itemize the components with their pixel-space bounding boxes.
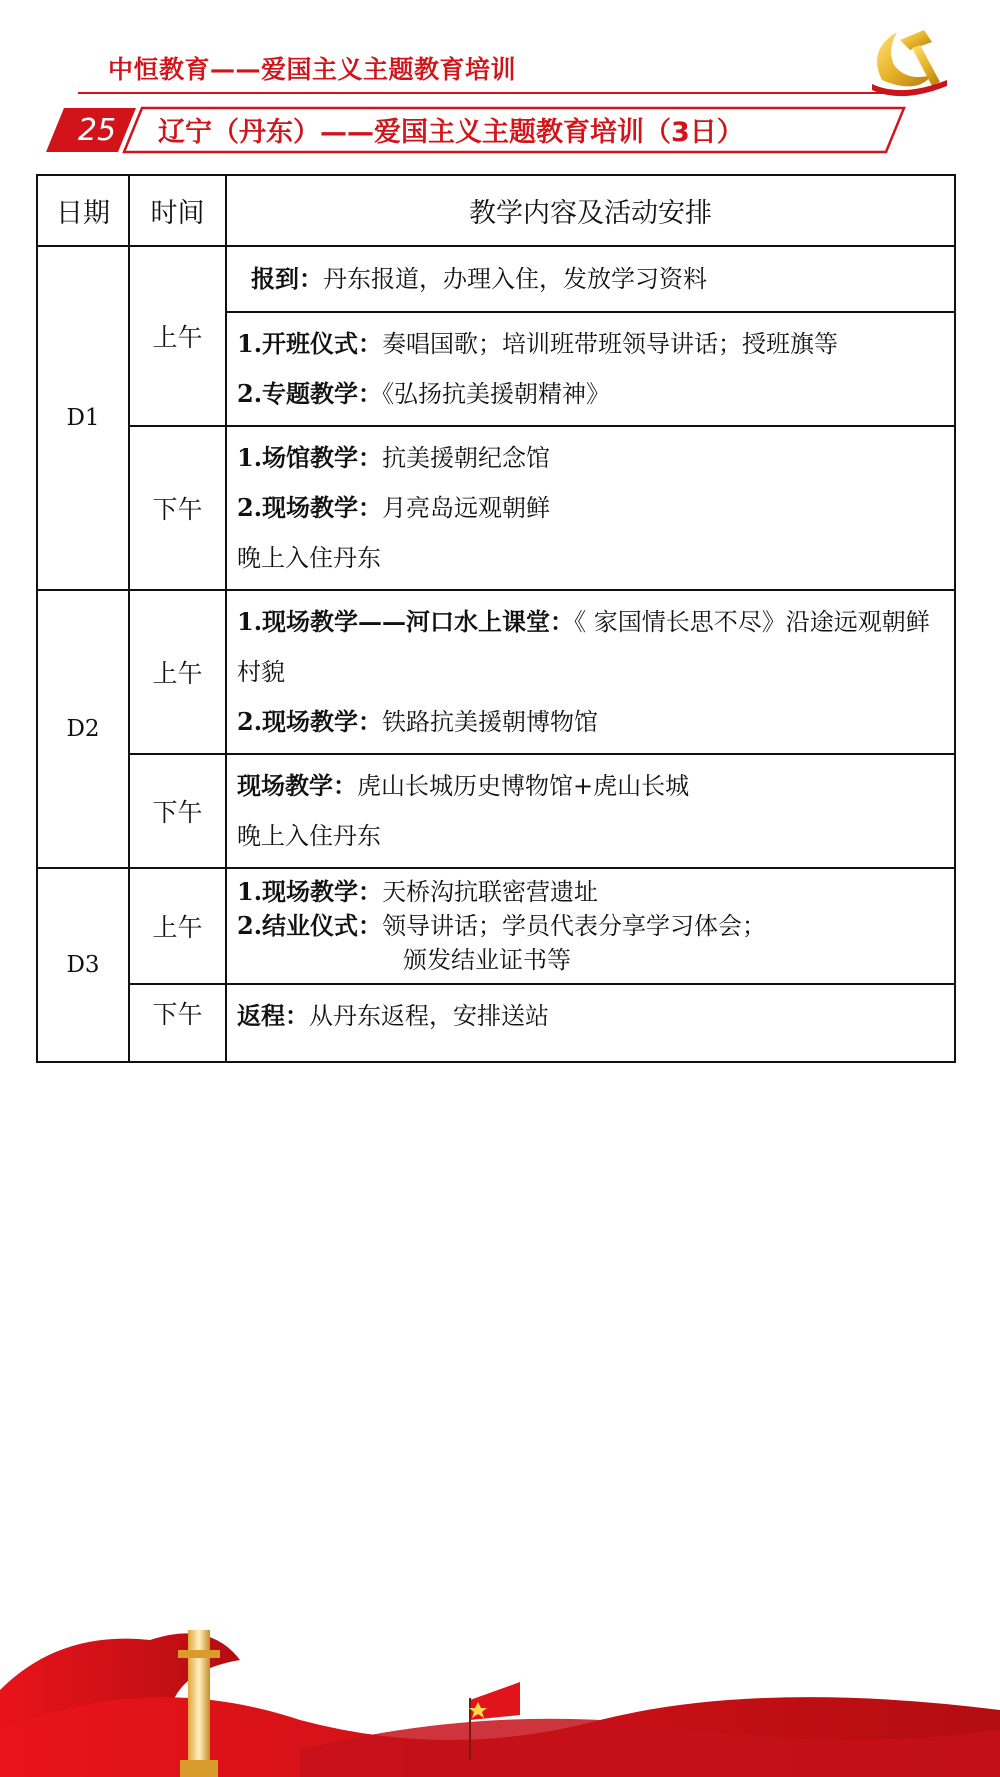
time-cell-d1-am: 上午 — [129, 246, 226, 426]
content-value: 颁发结业证书等 — [403, 946, 571, 974]
day-cell-d1: D1 — [37, 246, 129, 590]
content-d2-am — [226, 590, 955, 754]
content-value: 铁路抗美援朝博物馆 — [382, 708, 599, 736]
table-row — [37, 426, 955, 590]
time-cell-d3-pm: 下午 — [129, 984, 226, 1062]
content-key: 2.结业仪式： — [237, 911, 383, 940]
content-value: 抗美援朝纪念馆 — [382, 444, 551, 472]
content-value: 《 家国情长思不尽》沿途远观朝鲜村貌 — [237, 608, 930, 686]
table-row — [37, 868, 955, 984]
brand-title: 中恒教育——爱国主义主题教育培训 — [108, 55, 517, 84]
red-flag-ribbon-decoration — [0, 1610, 1000, 1777]
time-cell-d3-am: 上午 — [129, 868, 226, 984]
content-key: 返程： — [237, 1001, 309, 1030]
content-d3-pm — [226, 984, 955, 1062]
day-cell-d2: D2 — [37, 590, 129, 868]
content-value: 奏唱国歌；培训班带班领导讲话；授班旗等 — [382, 330, 839, 358]
table-header-row — [37, 175, 955, 246]
header-time: 时间 — [129, 175, 226, 246]
content-key: 1.开班仪式： — [237, 329, 383, 358]
content-key: 1.现场教学： — [237, 877, 383, 906]
table-row — [37, 590, 955, 754]
content-key: 1.场馆教学： — [237, 443, 383, 472]
content-value: 天桥沟抗联密营遗址 — [382, 878, 599, 906]
time-cell-d2-pm: 下午 — [129, 754, 226, 868]
content-key: 2.现场教学： — [237, 493, 383, 522]
table-row — [37, 754, 955, 868]
content-key: 2.现场教学： — [237, 707, 383, 736]
content-value: 虎山长城历史博物馆+虎山长城 — [357, 772, 690, 800]
section-title: 辽宁（丹东）——爱国主义主题教育培训（3日） — [158, 117, 744, 148]
content-d3-am — [226, 868, 955, 984]
content-d1-pm — [226, 426, 955, 590]
content-value: 从丹东返程，安排送站 — [309, 1002, 549, 1030]
content-value: 月亮岛远观朝鲜 — [382, 494, 551, 522]
section-number-badge: 25 — [77, 113, 117, 148]
content-value: 晚上入住丹东 — [237, 822, 381, 850]
content-key: 1.现场教学——河口水上课堂： — [237, 607, 575, 636]
content-value: 《弘扬抗美援朝精神》 — [382, 380, 611, 408]
header-day: 日期 — [37, 175, 129, 246]
schedule-table — [36, 174, 956, 1063]
time-cell-d1-pm: 下午 — [129, 426, 226, 590]
content-value: 丹东报道，办理入住，发放学习资料 — [323, 265, 707, 293]
content-d1-report — [226, 246, 955, 312]
header-content: 教学内容及活动安排 — [226, 175, 955, 246]
content-d1-am — [226, 312, 955, 426]
content-key: 报到： — [251, 264, 323, 293]
content-value: 晚上入住丹东 — [237, 544, 381, 572]
header-divider — [78, 92, 886, 94]
content-key: 现场教学： — [237, 771, 357, 800]
table-row — [37, 246, 955, 312]
day-cell-d3: D3 — [37, 868, 129, 1062]
content-value: 领导讲话；学员代表分享学习体会； — [382, 912, 767, 940]
table-row — [37, 984, 955, 1062]
content-d2-pm — [226, 754, 955, 868]
time-cell-d2-am: 上午 — [129, 590, 226, 754]
content-key: 2.专题教学： — [237, 379, 383, 408]
hammer-sickle-emblem-icon — [862, 20, 952, 100]
